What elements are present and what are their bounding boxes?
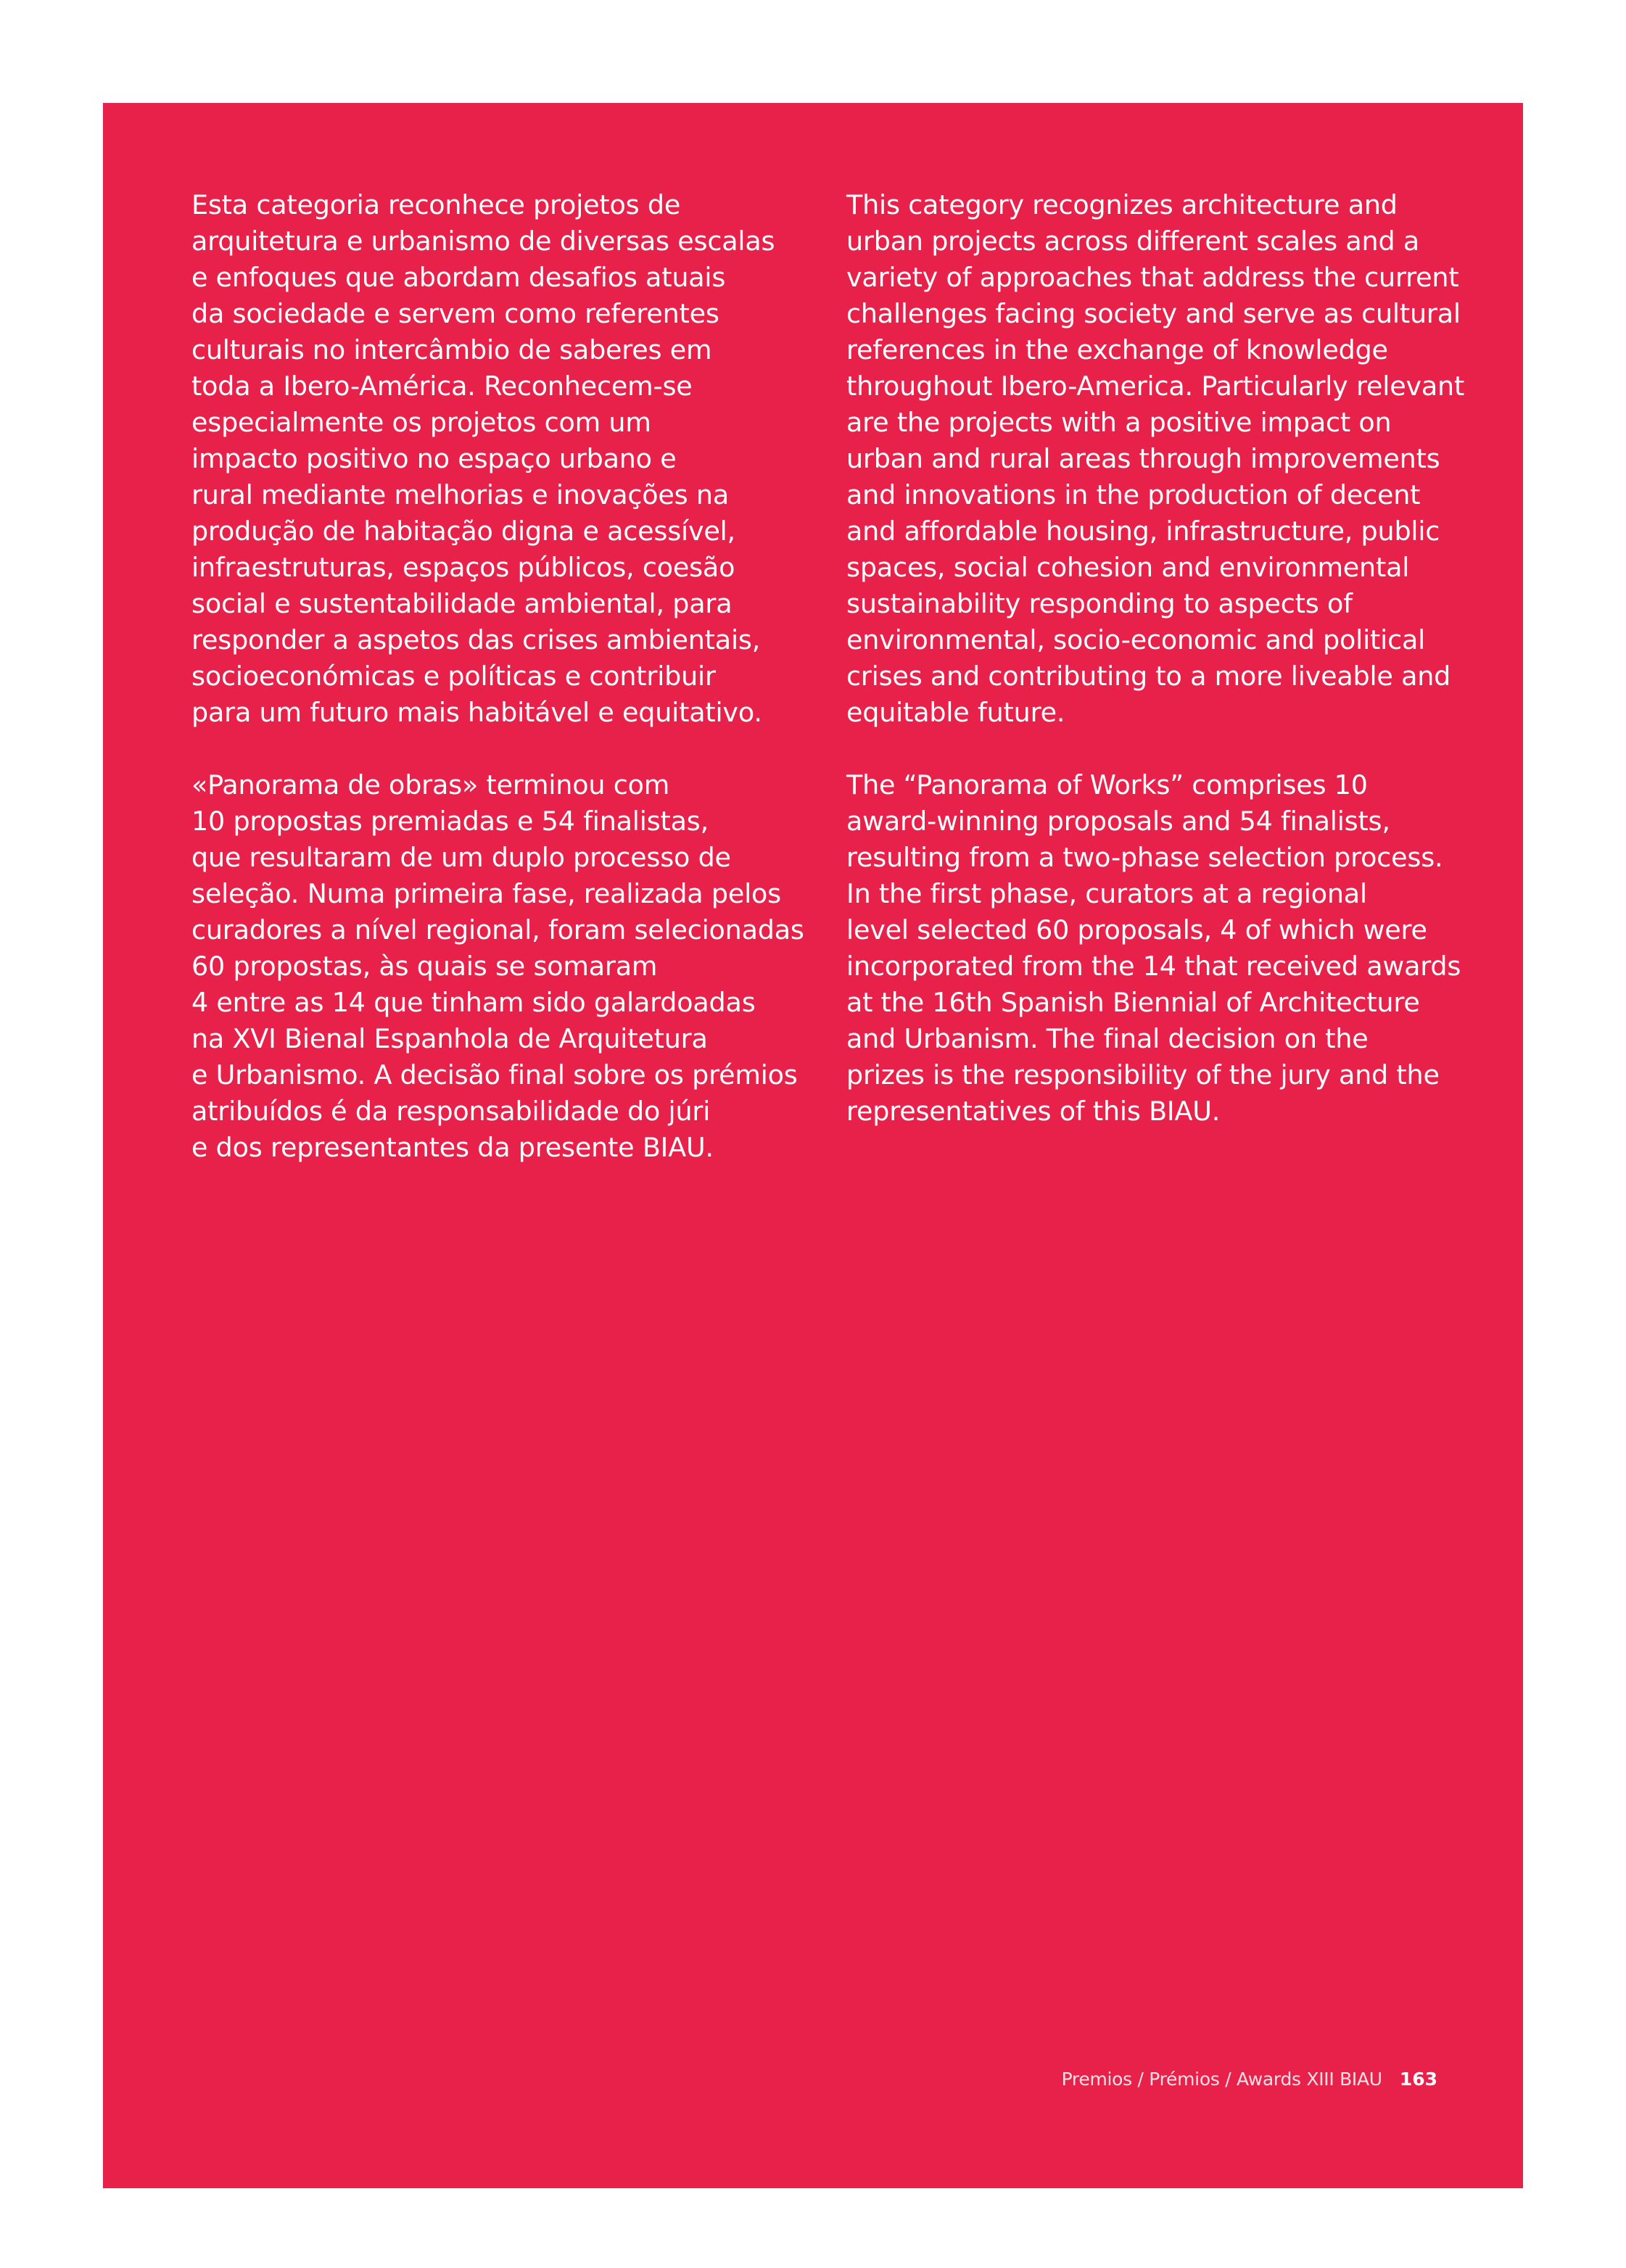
english-text-column xyxy=(846,187,1470,1130)
english-paragraph-1: This category recognizes architecture and urban projects across different scales and a variety of approaches that address the current challenges facing society and serve as cultural references in the exchange of knowledge throughout Ibero-America. Particularly relevant are the projects with a positive impact on urban and rural areas through improvements and innovations in the production of decent and affordable housing, infrastructure, public spaces, social cohesion and environmental sustainability responding to aspects of environmental, socio-economic and political crises and contributing to a more liveable and equitable future. xyxy=(846,189,1465,728)
footer-section-label: Premios / Prémios / Awards XIII BIAU xyxy=(1061,2069,1382,2090)
english-paragraph-2: The “Panorama of Works” comprises 10 award-winning proposals and 54 finalists, resulting from a two-phase selection process. In the first phase, curators at a regional level selected 60 proposals, 4 of which were incorporated from the 14 that received awards at the 16th Spanish Biennial of Architecture and Urbanism. The final decision on the prizes is the responsibility of the jury and the representatives of this BIAU. xyxy=(846,769,1461,1127)
portuguese-paragraph-2: «Panorama de obras» terminou com 10 propostas premiadas e 54 finalistas, que resultaram de um duplo processo de seleção. Numa primeira fase, realizada pelos curadores a nível regional, foram selecionadas 60 propostas, às quais se somaram 4 entre as 14 que tinham sido galardoadas na XVI Bienal Espanhola de Arquitetura e Urbanismo. A decisão final sobre os prémios atribuídos é da responsabilidade do júri e dos representantes da presente BIAU. xyxy=(191,769,804,1163)
portuguese-paragraph-1: Esta categoria reconhece projetos de arquitetura e urbanismo de diversas escalas e enfoques que abordam desafios atuais da sociedade e servem como referentes culturais no intercâmbio de saberes em toda a Ibero-América. Reconhecem-se especialmente os projetos com um impacto positivo no espaço urbano e rural mediante melhorias e inovações na produção de habitação digna e acessível, infraestruturas, espaços públicos, coesão social e sustentabilidade ambiental, para responder a aspetos das crises ambientais, socioeconómicas e políticas e contribuir para um futuro mais habitável e equitativo. xyxy=(191,189,775,728)
page-number: 163 xyxy=(1399,2069,1437,2090)
red-content-panel xyxy=(103,103,1523,2188)
portuguese-text-column xyxy=(191,187,808,1166)
page-footer xyxy=(1062,2068,1437,2091)
